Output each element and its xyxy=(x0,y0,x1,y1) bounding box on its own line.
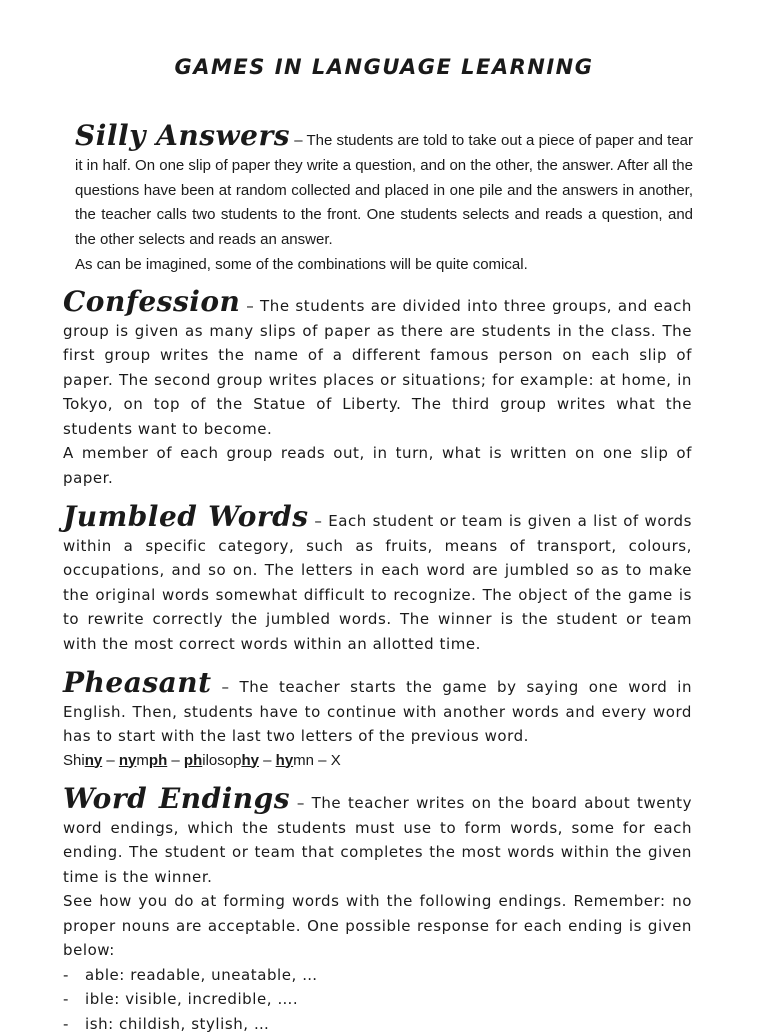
list-item-text: ish: childish, stylish, … xyxy=(85,1015,269,1033)
list-dash: - xyxy=(63,1012,85,1036)
example-word3-start: ph xyxy=(184,752,202,769)
example-word2-start: ny xyxy=(119,752,137,769)
list-item-text: able: readable, uneatable, … xyxy=(85,966,318,984)
silly-answers-text: – The students are told to take out a piece of paper and tear it in half. On one slip of paper they write a question, and on the other, the answer. After all the questions have been at random collected and placed in one pile and the answers in another, the teacher calls two students to the front. One students selects and reads a question, and the other selects and reads an answer. xyxy=(75,132,693,248)
silly-answers-note: As can be imagined, some of the combinations will be quite comical. xyxy=(75,253,693,278)
example-word2-mid: m xyxy=(136,752,149,769)
confession-heading: Confession xyxy=(63,285,240,318)
word-endings-paragraph xyxy=(63,787,692,889)
confession-text: – The students are divided into three groups, and each group is given as many slips of paper as there are students in the class. The first group writes the name of a different famous person on each slip of paper. The second group writes places or situations; for example: at home, in Tokyo, on top of the Statue of Liberty. The third group writes what the students want to become. xyxy=(63,297,692,438)
list-item-text: ible: visible, incredible, …. xyxy=(85,990,298,1008)
example-word3-end: hy xyxy=(241,752,259,769)
endings-list xyxy=(63,963,692,1036)
pheasant-text: – The teacher starts the game by saying one word in English. Then, students have to continue with another words and every word has to start with the last two letters of the previous word. xyxy=(63,678,692,745)
list-dash: - xyxy=(63,987,85,1012)
example-sep4: – X xyxy=(314,752,341,769)
list-item xyxy=(63,987,692,1012)
confession-paragraph xyxy=(63,290,692,441)
example-word1-start: Shi xyxy=(63,752,85,769)
silly-answers-heading: Silly Answers xyxy=(75,119,290,152)
example-sep3: – xyxy=(259,752,276,769)
silly-answers-paragraph xyxy=(75,124,693,253)
confession-note: A member of each group reads out, in turn, what is written on one slip of paper. xyxy=(63,441,692,490)
section-silly-answers xyxy=(75,124,693,278)
section-jumbled-words xyxy=(63,505,692,656)
pheasant-example xyxy=(63,749,692,774)
jumbled-words-text: – Each student or team is given a list of words within a specific category, such as fruits, means of transport, colours, occupations, and so on. The letters in each word are jumbled so as to make the original words somewhat difficult to recognize. The object of the game is to rewrite correctly the jumbled words. The winner is the student or team with the most correct words within an allotted time. xyxy=(63,512,692,653)
pheasant-heading: Pheasant xyxy=(63,666,212,699)
example-word2-end: ph xyxy=(149,752,167,769)
word-endings-heading: Word Endings xyxy=(63,782,290,815)
section-word-endings xyxy=(63,787,692,1036)
jumbled-words-heading: Jumbled Words xyxy=(63,500,309,533)
section-pheasant xyxy=(63,671,692,773)
example-sep2: – xyxy=(167,752,184,769)
page-title: GAMES IN LANGUAGE LEARNING xyxy=(0,55,768,79)
list-dash: - xyxy=(63,963,85,988)
list-item xyxy=(63,963,692,988)
word-endings-text: – The teacher writes on the board about twenty word endings, which the students must use to form words, some for each ending. The student or team that completes the most words within the given time is the winner. xyxy=(63,794,692,886)
pheasant-paragraph xyxy=(63,671,692,749)
example-word4-end: mn xyxy=(293,752,314,769)
example-word1-end: ny xyxy=(85,752,103,769)
word-endings-note: See how you do at forming words with the following endings. Remember: no proper nouns are acceptable. One possible response for each ending is given below: xyxy=(63,889,692,963)
example-word4-start: hy xyxy=(276,752,294,769)
example-sep1: – xyxy=(102,752,119,769)
example-word3-mid: ilosop xyxy=(202,752,241,769)
jumbled-words-paragraph xyxy=(63,505,692,656)
section-confession xyxy=(63,290,692,490)
